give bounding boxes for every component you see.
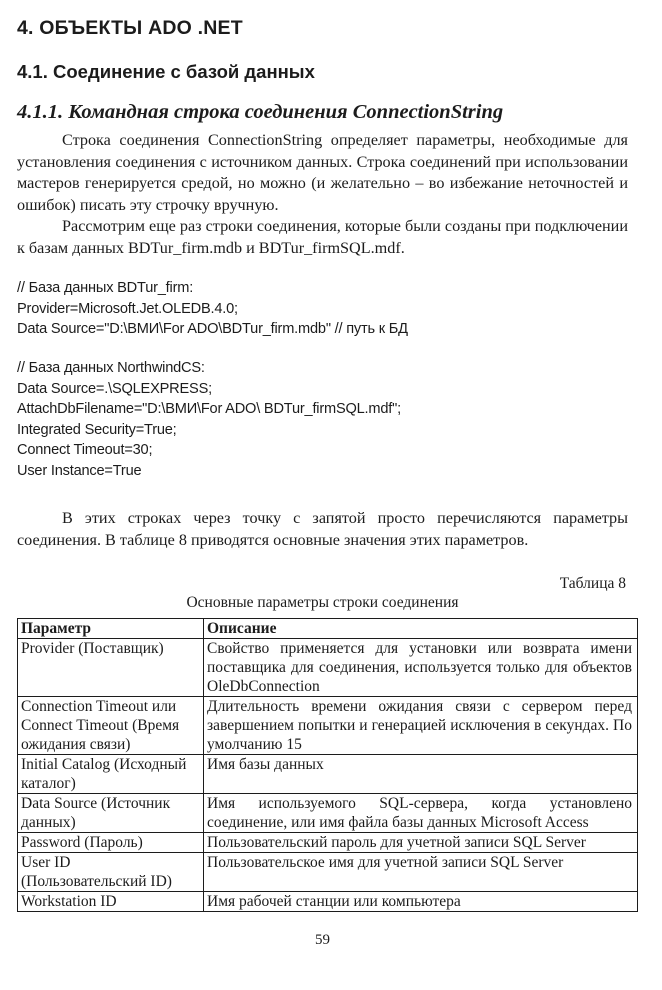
description-cell: Имя используемого SQL-сервера, когда установлено соединение, или имя файла базы данных Microsoft Access — [204, 794, 638, 833]
table-row — [18, 639, 638, 697]
paragraph-connection-strings: Рассмотрим еще раз строки соединения, которые были созданы при подключении к базам данных BDTur_firm.mdb и BDTur_firmSQL.mdf. — [17, 217, 628, 257]
section-title: 4.1. Соединение с базой данных — [17, 61, 315, 82]
table-caption: Основные параметры строки соединения — [186, 594, 459, 611]
code-block-access — [17, 278, 408, 340]
table-label: Таблица 8 — [559, 575, 626, 592]
table-row — [18, 697, 638, 755]
code-line: User Instance=True — [17, 462, 142, 479]
table-row — [18, 853, 638, 892]
param-cell: User ID (Пользовательский ID) — [18, 853, 204, 892]
code-line: // База данных NorthwindCS: — [17, 360, 205, 376]
column-header-description: Описание — [204, 619, 638, 639]
param-cell: Provider (Поставщик) — [18, 639, 204, 697]
description-cell: Длительность времени ожидания связи с сервером перед завершением попытки и генерацией исключения в секундах. По умолчанию 15 — [204, 697, 638, 755]
description-cell: Свойство применяется для установки или возврата имени поставщика для соединения, используется только для объектов OleDbConnection — [204, 639, 638, 697]
table-row — [18, 755, 638, 794]
param-cell: Data Source (Источник данных) — [18, 794, 204, 833]
code-line: Connect Timeout=30; — [17, 442, 153, 459]
code-line: Provider=Microsoft.Jet.OLEDB.4.0; — [17, 300, 238, 317]
code-line: Integrated Security=True; — [17, 421, 177, 438]
description-cell: Имя рабочей станции или компьютера — [204, 892, 638, 912]
param-cell: Workstation ID — [18, 892, 204, 912]
param-cell: Initial Catalog (Исходный каталог) — [18, 755, 204, 794]
table-header-row — [18, 619, 638, 639]
description-cell: Пользовательское имя для учетной записи SQL Server — [204, 853, 638, 892]
param-cell: Connection Timeout или Connect Timeout (Время ожидания связи) — [18, 697, 204, 755]
code-block-sql — [17, 358, 401, 482]
code-line: Data Source="D:\ВМИ\For ADO\BDTur_firm.mdb" // путь к БД — [17, 321, 408, 338]
code-line: Data Source=.\SQLEXPRESS; — [17, 380, 212, 397]
paragraph-intro: Строка соединения ConnectionString определяет параметры, необходимые для установления соединения с источником данных. Строка соединений при использовании мастеров генерируется средой, но можно (и желательно – во избежание неточностей и ошибок) писать эту строчку вручную. — [17, 131, 628, 214]
code-line: // База данных BDTur_firm: — [17, 280, 194, 296]
page-number: 59 — [315, 932, 330, 948]
table-row — [18, 794, 638, 833]
table-row — [18, 833, 638, 853]
paragraph-table-intro: В этих строках через точку с запятой просто перечисляются параметры соединения. В таблице 8 приводятся основные значения этих параметров. — [17, 509, 628, 549]
subsection-title: 4.1.1. Командная строка соединения ConnectionString — [17, 101, 504, 123]
description-cell: Имя базы данных — [204, 755, 638, 794]
code-line: AttachDbFilename="D:\ВМИ\For ADO\ BDTur_firmSQL.mdf"; — [17, 401, 401, 418]
parameters-table — [17, 618, 638, 912]
chapter-title: 4. ОБЪЕКТЫ ADO .NET — [17, 17, 243, 39]
table-row — [18, 892, 638, 912]
column-header-parameter: Параметр — [18, 619, 204, 639]
param-cell: Password (Пароль) — [18, 833, 204, 853]
description-cell: Пользовательский пароль для учетной записи SQL Server — [204, 833, 638, 853]
